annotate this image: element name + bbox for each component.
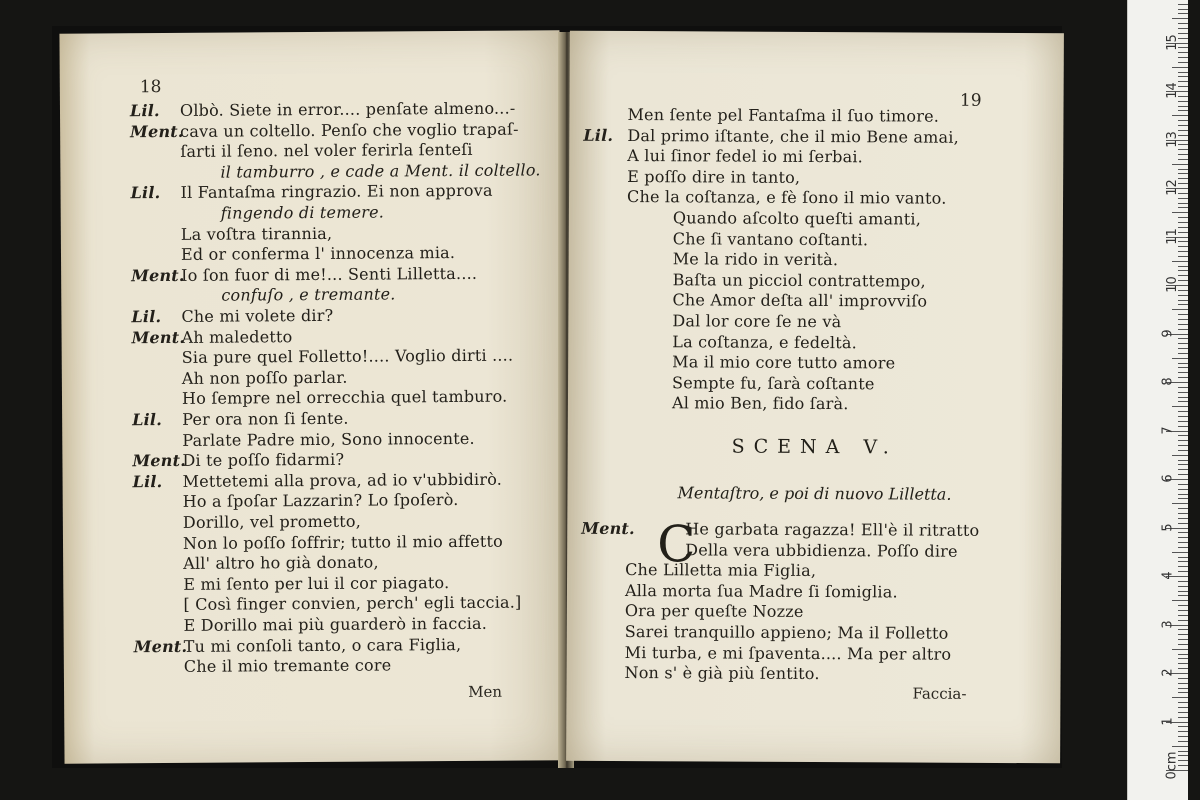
text-line [132, 450, 344, 471]
ruler-tick [1178, 440, 1188, 441]
line-text: E poſſo dire in tanto, [627, 166, 801, 187]
ruler-tick [1178, 731, 1188, 732]
ruler-tick [1178, 566, 1188, 567]
text-line [673, 270, 926, 291]
ruler-tick [1178, 489, 1188, 490]
text-line [183, 593, 521, 615]
left-page-text [59, 30, 564, 763]
text-line [131, 306, 333, 327]
text-line [133, 469, 503, 492]
text-line [672, 291, 927, 312]
open-book [52, 26, 1062, 768]
line-text: Ah maledetto [181, 326, 293, 347]
ruler-tick [1178, 314, 1188, 315]
line-text: Ed or conferma l' innocenza mia. [180, 243, 456, 265]
text-line [627, 187, 947, 209]
ruler-label: 6 [1160, 474, 1176, 483]
text-line [183, 553, 379, 574]
ruler-tick [1172, 309, 1188, 310]
ruler-tick [1178, 76, 1188, 77]
ruler-label: 7 [1160, 425, 1176, 435]
ruler-tick [1178, 615, 1188, 616]
text-line [625, 601, 804, 622]
line-text: He garbata ragazza! Ell'è il ritratto [685, 519, 980, 540]
ruler-tick [1178, 484, 1188, 485]
line-text: Olbò. Siete in error.... penſate almeno...- [179, 98, 516, 120]
ruler-tick [1178, 542, 1188, 543]
ruler-tick [1178, 154, 1188, 155]
ruler-tick [1178, 658, 1188, 659]
ruler-tick [1172, 697, 1188, 698]
text-line [583, 125, 959, 147]
ruler-tick [1178, 474, 1188, 475]
text-line [182, 368, 348, 389]
ruler-tick [1178, 57, 1188, 58]
ruler-tick [1172, 503, 1188, 504]
line-text: A lui ſinor fedel io mi ſerbai. [627, 146, 864, 167]
line-text: E Dorillo mai più guarderò in faccia. [183, 613, 488, 635]
text-line [673, 208, 921, 229]
line-text: Che la coſtanza, e fè ſono il mio vanto. [626, 187, 947, 209]
line-text: Che mi volete dir? [181, 305, 334, 326]
ruler-tick [1178, 416, 1188, 417]
ruler-tick [1178, 173, 1188, 174]
line-text: cava un coltello. Penſo che voglio trapaſ- [180, 119, 519, 141]
ruler-tick [1178, 421, 1188, 422]
text-line [183, 573, 449, 595]
ruler-tick [1178, 469, 1188, 470]
text-line [182, 387, 508, 409]
ruler-tick [1178, 324, 1188, 325]
line-text: Della vera ubbidienza. Poſſo dire [685, 539, 958, 561]
line-text: Men ſente pel Fantaſma il ſuo timore. [627, 105, 940, 126]
ruler-tick [1172, 600, 1188, 601]
line-text: La coſtanza, e fedeltà. [672, 331, 857, 352]
line-text: Tu mi conſoli tanto, o cara Figlia, [183, 634, 462, 656]
ruler-tick [1178, 411, 1188, 412]
right-page [566, 31, 1064, 764]
ruler-label: 3 [1160, 619, 1176, 629]
ruler-tick [1178, 654, 1188, 655]
text-line [184, 614, 488, 636]
speaker-label: Lil. [131, 307, 162, 327]
ruler-tick [1178, 445, 1188, 446]
ruler-tick [1178, 460, 1188, 461]
ruler-tick [1178, 605, 1188, 606]
ruler-tick [1178, 270, 1188, 271]
ruler-tick [1178, 319, 1188, 320]
line-text: Ho ſempre nel orrecchia quel tamburo. [181, 387, 508, 409]
line-text: Sia pure quel Folletto!.... Voglio dirti .... [181, 345, 514, 368]
measurement-ruler [1127, 0, 1188, 800]
ruler-tick [1178, 72, 1188, 73]
text-line [672, 394, 849, 415]
ruler-tick [1178, 450, 1188, 451]
ruler-label: 12 [1164, 179, 1180, 196]
ruler-tick [1178, 678, 1188, 679]
left-page [59, 30, 564, 763]
speaker-label: Ment. [131, 265, 185, 286]
ruler-tick [1178, 295, 1188, 296]
text-line [625, 581, 898, 602]
ruler-label: 4 [1160, 571, 1176, 580]
ruler-label: 13 [1164, 130, 1180, 148]
ruler-tick [1178, 668, 1188, 669]
ruler-tick [1178, 348, 1188, 349]
ruler-tick [1178, 251, 1188, 252]
ruler-tick [1178, 639, 1188, 640]
ruler-tick [1178, 726, 1188, 727]
ruler-tick [1178, 23, 1188, 24]
ruler-tick [1178, 518, 1188, 519]
ruler-tick [1178, 629, 1188, 630]
line-text: Baſta un picciol contrattempo, [672, 270, 926, 291]
line-text: Non lo poſſo ſoffrir; tutto il mio affetto [182, 531, 504, 553]
ruler-tick [1178, 367, 1188, 368]
ruler-tick [1178, 217, 1188, 218]
text-line [180, 140, 473, 162]
text-line [131, 181, 493, 204]
text-line [183, 490, 459, 512]
ruler-tick [1178, 392, 1188, 393]
ruler-tick [1178, 494, 1188, 495]
ruler-label: 1 [1160, 716, 1176, 726]
text-line [181, 223, 333, 244]
ruler-tick [1178, 4, 1188, 5]
ruler-tick [1178, 397, 1188, 398]
text-line [673, 229, 868, 250]
text-line [627, 105, 939, 127]
ruler-tick [1178, 634, 1188, 635]
line-text: il tamburro , e cade a Ment. il coltello. [220, 160, 541, 182]
page-number-right: 19 [959, 90, 982, 111]
scene-subtitle: Mentaſtro, e poi di nuovo Lilletta. [677, 483, 952, 504]
line-text: Sarei tranquillo appieno; Ma il Folletto [624, 622, 949, 643]
line-text: ſarti il ſeno. nel voler ferirla ſenteſi [180, 140, 473, 162]
line-text: Che Amor deſta all' improvviſo [672, 290, 928, 311]
ruler-tick [1178, 683, 1188, 684]
ruler-tick [1172, 455, 1188, 456]
line-text: Ora per queſte Nozze [624, 601, 804, 622]
ruler-tick [1178, 363, 1188, 364]
text-line [221, 285, 395, 306]
ruler-tick [1172, 746, 1188, 747]
ruler-tick [1178, 741, 1188, 742]
ruler-tick [1178, 207, 1188, 208]
ruler-tick [1178, 532, 1188, 533]
line-text: Di te poſſo fidarmi? [182, 449, 345, 471]
text-line [672, 311, 841, 332]
speaker-label: Ment. [130, 121, 184, 141]
text-line [182, 428, 475, 450]
line-text: Non s' è già più ſentito. [624, 663, 820, 684]
line-text: E mi ſento per lui il cor piagato. [183, 572, 450, 594]
line-text: Dal primo iſtante, che il mio Bene amai, [627, 125, 959, 147]
speaker-label: Ment. [133, 636, 188, 656]
ruler-label: 14 [1164, 82, 1180, 99]
catchword-right: Faccia- [912, 684, 967, 703]
ruler-tick [1178, 203, 1188, 204]
ruler-tick [1178, 159, 1188, 160]
line-text: La voſtra tirannia, [180, 223, 333, 244]
line-text: Sempte fu, ſarà coſtante [672, 373, 875, 394]
ruler-tick [1172, 649, 1188, 650]
line-text: Mettetemi alla prova, ad io v'ubbidirò. [182, 469, 503, 491]
line-text: Quando aſcolto queſti amanti, [672, 208, 922, 229]
line-text: Dorillo, vel prometto, [182, 511, 362, 532]
speaker-label: Lil. [132, 410, 163, 430]
text-line [183, 512, 361, 533]
ruler-tick [1178, 692, 1188, 693]
ruler-tick [1178, 110, 1188, 111]
ruler-tick [1172, 358, 1188, 359]
ruler-tick [1178, 387, 1188, 388]
text-line [627, 146, 863, 167]
ruler-tick [1178, 688, 1188, 689]
text-line [627, 167, 800, 188]
ruler-tick [1178, 377, 1188, 378]
line-text: Che il mio tremante core [183, 655, 392, 677]
text-line [132, 409, 349, 431]
line-text: [ Così finger convien, perch' egli taccia.] [183, 592, 522, 615]
text-line [672, 352, 895, 373]
ruler-tick [1178, 106, 1188, 107]
ruler-tick [1178, 28, 1188, 29]
ruler-tick [1178, 707, 1188, 708]
speaker-label: Ment. [132, 451, 186, 471]
ruler-tick [1178, 246, 1188, 247]
ruler-tick [1178, 644, 1188, 645]
ruler-tick [1178, 426, 1188, 427]
ruler-tick [1172, 164, 1188, 165]
ruler-tick [1178, 343, 1188, 344]
line-text: Io ſon fuor di me!... Senti Lilletta.... [181, 263, 478, 285]
text-line [672, 332, 857, 353]
ruler-tick [1178, 464, 1188, 465]
ruler-tick [1178, 508, 1188, 509]
speaker-label: Ment. [581, 518, 635, 539]
text-line [673, 249, 839, 270]
ruler-tick [1178, 125, 1188, 126]
ruler-tick [1178, 523, 1188, 524]
text-line [184, 656, 392, 677]
ruler-tick [1178, 304, 1188, 305]
speaker-label: Lil. [130, 183, 161, 203]
text-line [183, 531, 503, 553]
text-line [625, 560, 816, 581]
ruler-tick [1178, 591, 1188, 592]
line-text: Mi turba, e mi ſpaventa.... Ma per altro [624, 642, 952, 664]
ruler-tick [1178, 513, 1188, 514]
ruler-tick [1178, 547, 1188, 548]
line-text: Me la rido in verità. [672, 249, 839, 270]
line-text: Dal lor core ſe ne và [672, 311, 842, 332]
ruler-tick [1172, 552, 1188, 553]
ruler-tick [1172, 18, 1188, 19]
text-line [220, 160, 540, 182]
text-line [221, 202, 384, 223]
ruler-label: 15 [1164, 33, 1180, 51]
right-page-text [566, 31, 1064, 764]
line-text: Per ora non ſi ſente. [182, 408, 349, 429]
ruler-tick [1178, 498, 1188, 499]
catchword-left: Men [468, 682, 503, 701]
ruler-tick [1172, 212, 1188, 213]
line-text: confuſo , e tremante. [221, 284, 396, 306]
ruler-tick [1178, 198, 1188, 199]
ruler-tick [1178, 712, 1188, 713]
text-line [624, 663, 819, 684]
ruler-tick [1178, 663, 1188, 664]
ruler-tick [1178, 610, 1188, 611]
ruler-tick [1178, 435, 1188, 436]
ruler-tick [1178, 595, 1188, 596]
ruler-tick [1178, 702, 1188, 703]
ruler-tick [1172, 261, 1188, 262]
line-text: Ma il mio core tutto amore [672, 352, 896, 373]
ruler-tick [1178, 120, 1188, 121]
speaker-label: Lil. [583, 125, 614, 145]
ruler-label: 11 [1164, 227, 1180, 245]
ruler-tick [1178, 557, 1188, 558]
line-text: Parlate Padre mio, Sono innocente. [182, 428, 475, 450]
ruler-tick [1178, 13, 1188, 14]
line-text: Ah non poſſo parlar. [181, 367, 348, 388]
ruler-tick [1178, 736, 1188, 737]
ruler-label: 8 [1160, 377, 1176, 386]
line-text: Che ſi vantano coſtanti. [672, 228, 869, 249]
ruler-tick [1178, 149, 1188, 150]
line-text: Alla morta ſua Madre ſi ſomiglia. [624, 580, 898, 602]
line-text: Il Fantaſma ringrazio. Ei non approva [180, 181, 493, 203]
ruler-tick [1178, 338, 1188, 339]
ruler-tick [1178, 101, 1188, 102]
text-line [134, 635, 462, 657]
line-text: fingendo di temere. [220, 202, 385, 223]
ruler-tick [1178, 52, 1188, 53]
text-line [625, 643, 952, 665]
ruler-tick [1178, 401, 1188, 402]
ruler-tick [1172, 67, 1188, 68]
ruler-tick [1178, 329, 1188, 330]
text-line [181, 243, 455, 265]
line-text: All' altro ho già donato, [183, 552, 379, 574]
ruler-tick [1178, 353, 1188, 354]
ruler-tick [1178, 9, 1188, 10]
line-text: Che Lilletta mia Figlia, [625, 560, 817, 581]
ruler-tick [1178, 571, 1188, 572]
ruler-tick [1178, 169, 1188, 170]
ruler-tick [1178, 537, 1188, 538]
speaker-label: Ment. [131, 327, 186, 347]
ruler-label: 0cm [1164, 751, 1180, 780]
ruler-tick [1172, 115, 1188, 116]
text-line [131, 264, 477, 286]
ruler-label: 2 [1160, 668, 1176, 677]
ruler-tick [1178, 300, 1188, 301]
text-line [672, 373, 875, 394]
ruler-tick [1178, 222, 1188, 223]
text-line [581, 519, 979, 541]
ruler-tick [1178, 561, 1188, 562]
text-line [685, 540, 958, 561]
ruler-tick [1178, 581, 1188, 582]
speaker-label: Lil. [129, 101, 160, 121]
drop-cap: C [657, 515, 696, 574]
ruler-tick [1178, 586, 1188, 587]
text-line [182, 346, 514, 368]
text-line [625, 622, 949, 644]
ruler-label: 5 [1160, 522, 1176, 532]
page-number-left: 18 [139, 77, 162, 98]
line-text: Al mio Ben, fido ſarà. [671, 393, 849, 414]
ruler-tick [1178, 62, 1188, 63]
ruler-label: 10 [1164, 276, 1180, 293]
text-line [132, 327, 293, 348]
text-line [130, 119, 519, 142]
speaker-label: Lil. [132, 471, 163, 492]
ruler-tick [1178, 256, 1188, 257]
scene-title: SCENA V. [731, 435, 898, 459]
ruler-tick [1178, 372, 1188, 373]
ruler-tick [1178, 266, 1188, 267]
line-text: Ho a ſpoſar Lazzarin? Lo ſpoſerò. [182, 490, 459, 512]
ruler-tick [1178, 620, 1188, 621]
ruler-tick [1178, 717, 1188, 718]
text-line [130, 99, 516, 122]
ruler-tick [1172, 406, 1188, 407]
ruler-label: 9 [1160, 328, 1176, 338]
